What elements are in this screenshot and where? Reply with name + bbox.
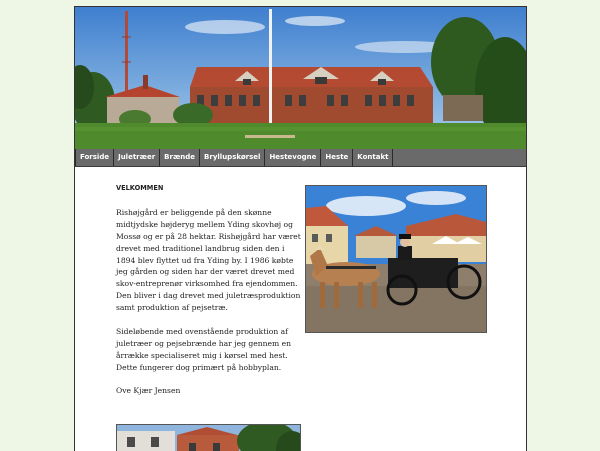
header-banner-image [75, 7, 526, 149]
nav-forside[interactable]: Forside [75, 149, 114, 166]
page-container [74, 6, 527, 451]
signature: Ove Kjær Jensen [116, 386, 181, 396]
horse-carriage-photo [305, 185, 487, 333]
intro-paragraph: Rishøjgård er beliggende på den skønne midtjydske højderyg mellem Yding skovhøj og Mossø og er på 28 hektar. Rishøjgård har været drevet med traditionel landbrug siden den i 1894 blev flyttet ud fra Yding by. I 1986 købte jeg gården og siden har der været drevet med skov-entreprenør virksomhed fra ejendommen. Den bliver i dag drevet med juletræsproduktion samt produktion af pejsetræ. [116, 207, 301, 313]
nav-hestevogne[interactable]: Hestevogne [265, 149, 321, 166]
main-content [116, 183, 301, 409]
nav-braende[interactable]: Brænde [160, 149, 200, 166]
page-title: VELKOMMEN [116, 184, 164, 192]
nav-kontakt[interactable]: Kontakt [353, 149, 393, 166]
horse-paragraph: Sideløbende med ovenstående produktion af juletræer og pejsebrænde har jeg gennem en årrække specialiseret mig i kørsel med hest. Dette fungerer dog primært på hobbyplan. [116, 326, 291, 372]
main-nav [75, 149, 526, 167]
nav-bryllupskorsel[interactable]: Bryllupskørsel [200, 149, 265, 166]
farmhouse-photo [116, 424, 301, 451]
nav-juletraeer[interactable]: Juletræer [114, 149, 160, 166]
nav-heste[interactable]: Heste [321, 149, 353, 166]
